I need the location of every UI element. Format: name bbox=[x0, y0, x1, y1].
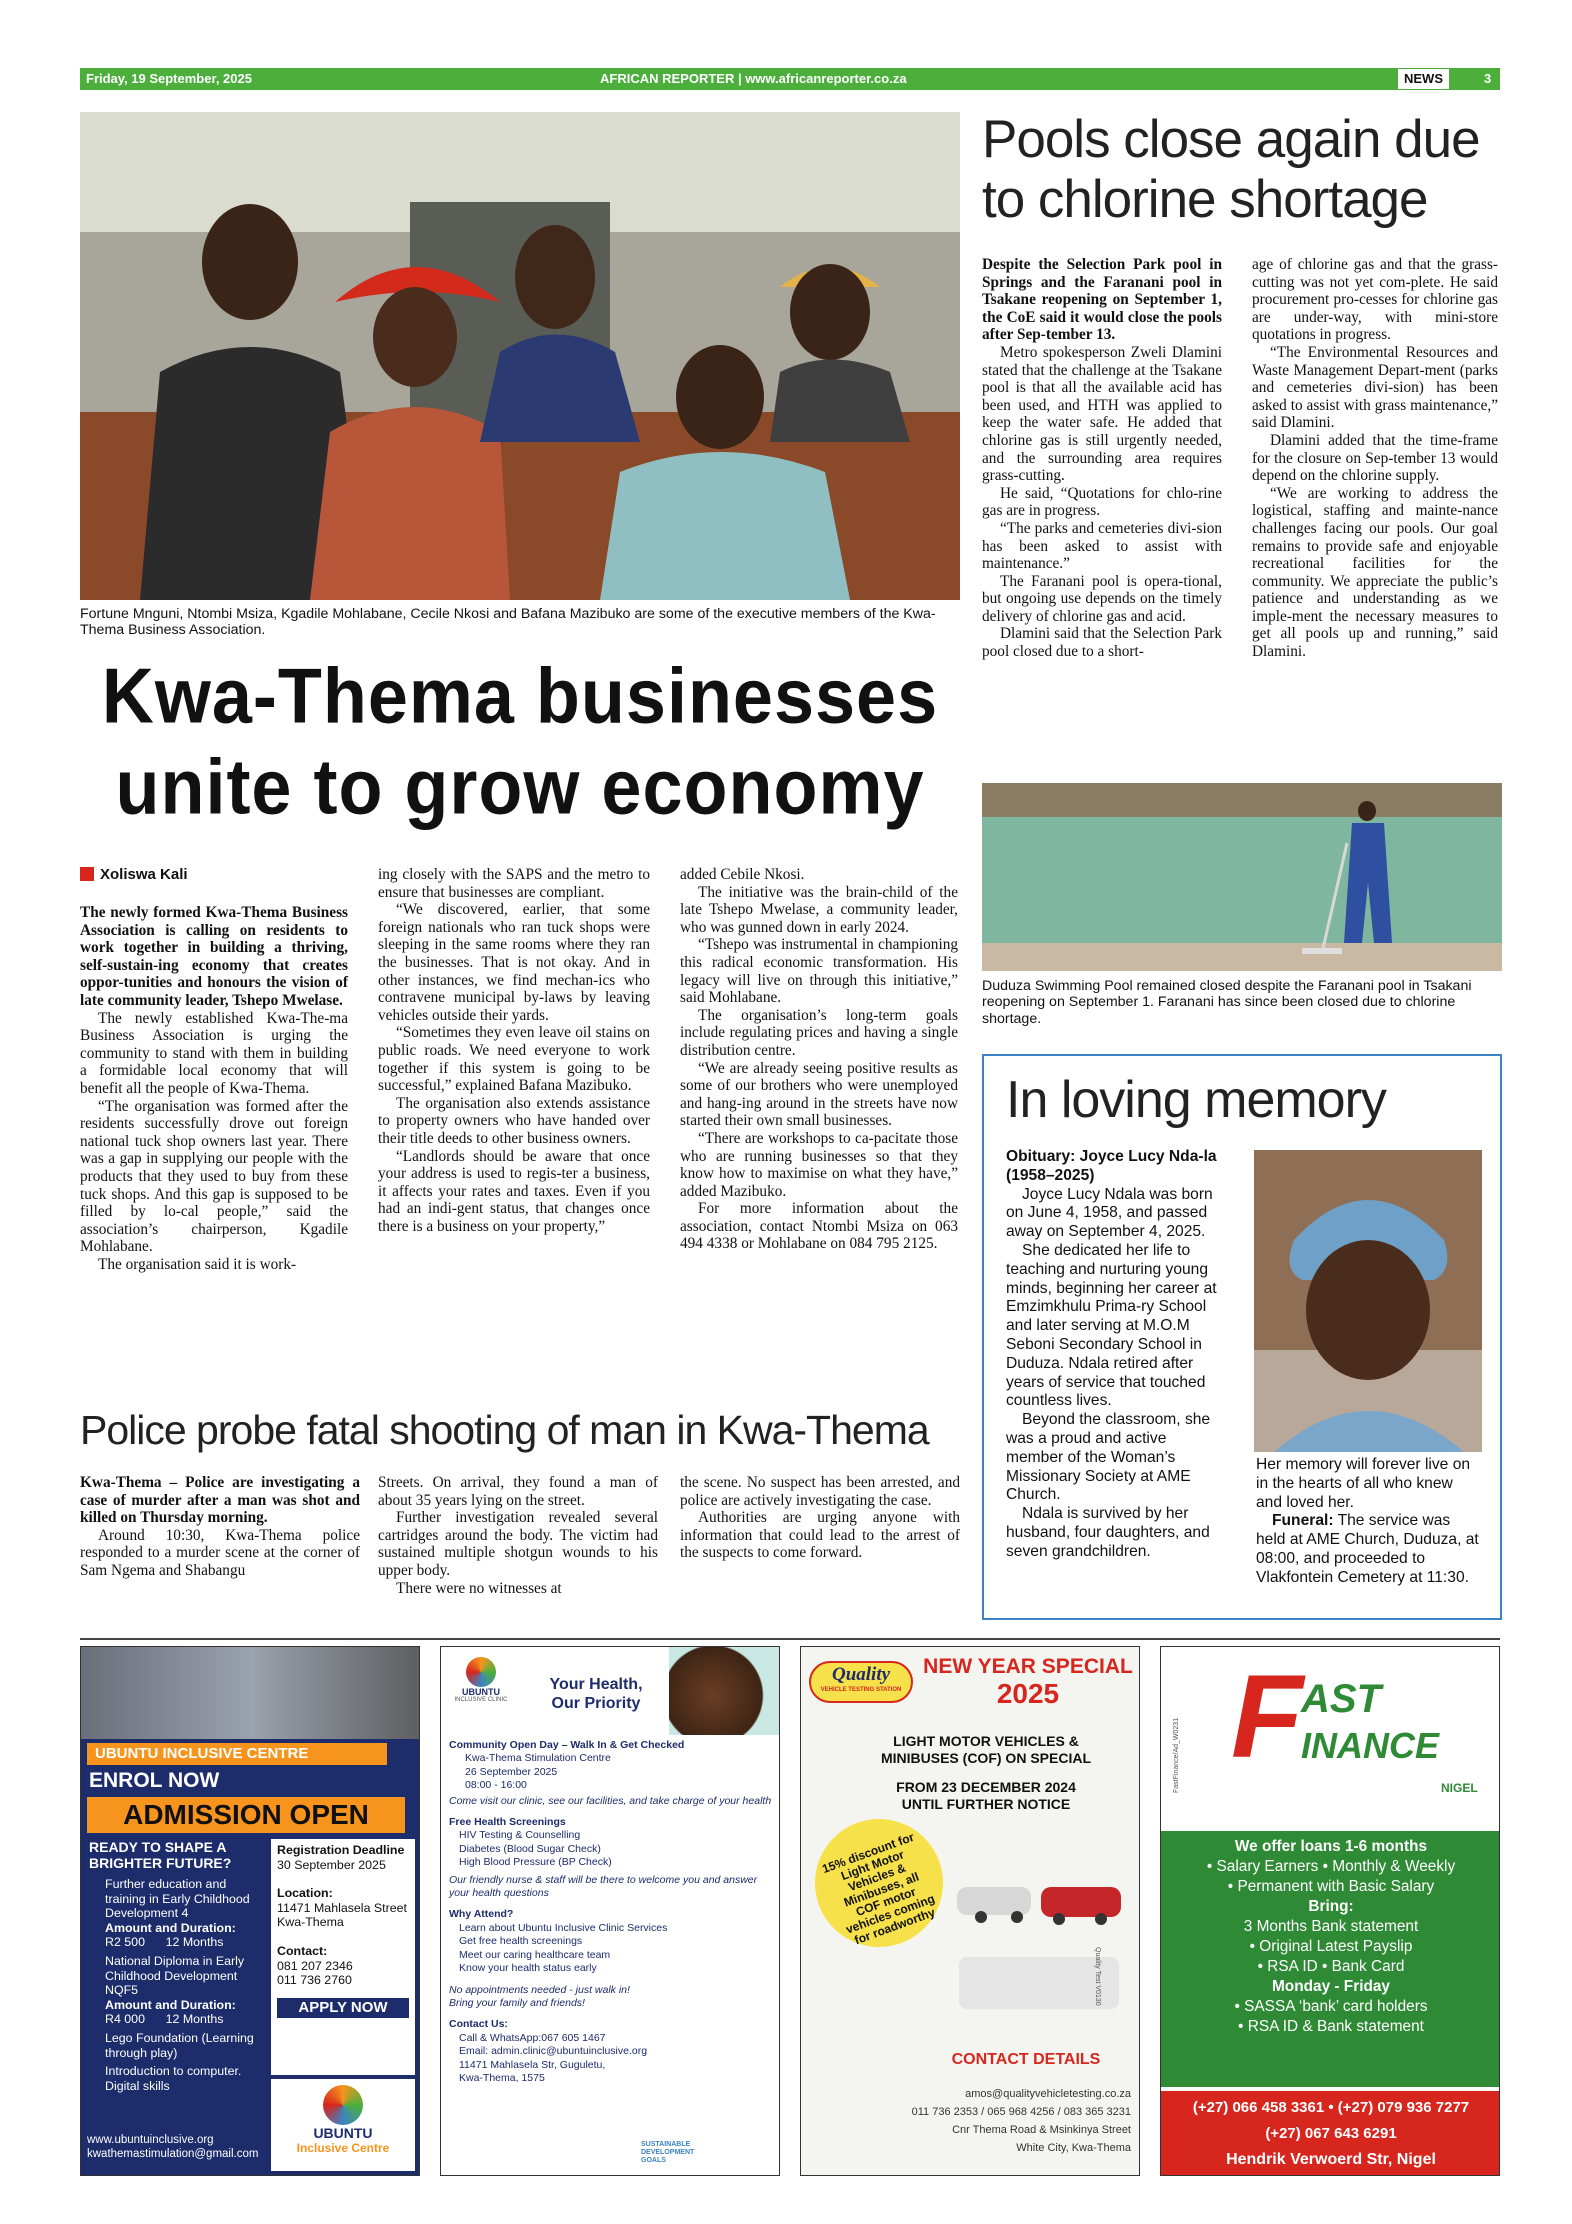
byline-marker bbox=[80, 867, 94, 881]
page-number: 3 bbox=[1484, 71, 1492, 86]
police-intro: Kwa-Thema – Police are investigating a case of murder after a man was shot and killed on Thursday morning. bbox=[80, 1474, 360, 1527]
health-title bbox=[531, 1675, 661, 1713]
paragraph: Around 10:30, Kwa-Thema police responded to a murder scene at the corner of Sam Ngema and Shabangu bbox=[80, 1526, 360, 1579]
police-headline: Police probe fatal shooting of man in Kwa-Thema bbox=[80, 1407, 929, 1453]
header-masthead: AFRICAN REPORTER | www.africanreporter.co.za bbox=[600, 71, 907, 86]
lead-col-2 bbox=[378, 866, 650, 1235]
special-details bbox=[841, 1733, 1131, 1813]
paragraph: The organisation also extends assistance to property owners who have handed over their title deeds to other business owners. bbox=[378, 1094, 650, 1147]
bring-heading: Bring: bbox=[1308, 1898, 1354, 1915]
detail-line: FROM 23 DECEMBER 2024 bbox=[896, 1779, 1076, 1795]
paragraph: The newly established Kwa-The-ma Business Association is urging the community to stand with them in building a formidable local economy that will benefit all the people of Kwa-Thema. bbox=[80, 1009, 348, 1097]
contact-details-title: CONTACT DETAILS bbox=[951, 2051, 1101, 2068]
admission-open: ADMISSION OPEN bbox=[87, 1797, 405, 1833]
duration-label: Amount and Duration: bbox=[105, 1920, 236, 1935]
ad-code: Quality Test V0130 bbox=[1094, 1947, 1101, 2006]
info-line: 3 Months Bank statement bbox=[1243, 1918, 1419, 1935]
obituary-box bbox=[982, 1054, 1502, 1620]
pools-headline bbox=[982, 110, 1502, 230]
paragraph: Metro spokesperson Zweli Dlamini stated that the challenge at the Tsakane pool is that all the available acid has been used, and HTH was applied to keep the water safe. He added that chlorine gas is still urgently needed, and the surrounding area requires grass-cutting. bbox=[982, 343, 1222, 485]
funeral-label: Funeral: bbox=[1272, 1512, 1334, 1530]
ubuntu-logo bbox=[271, 2079, 415, 2171]
logo-subtext: INCLUSIVE CLINIC bbox=[454, 1697, 508, 1703]
lead-headline-line2: unite to grow economy bbox=[115, 744, 925, 831]
ad-code: FastFinance/Ad_W0231 bbox=[1173, 1717, 1180, 1793]
lead-headline-line1: Kwa-Thema businesses bbox=[101, 653, 939, 740]
paragraph: Dlamini said that the Selection Park pool closed due to a short- bbox=[982, 625, 1222, 661]
obituary-headline: In loving memory bbox=[1006, 1071, 1386, 1129]
reg-label: Registration Deadline bbox=[277, 1843, 405, 1857]
ad-fast-finance[interactable] bbox=[1160, 1646, 1500, 2176]
info-line: • RSA ID & Bank statement bbox=[1238, 2018, 1424, 2035]
ubuntu-banner: UBUNTU INCLUSIVE CENTRE bbox=[87, 1743, 387, 1765]
invite: Come visit our clinic, see our facilities, and take charge of your health bbox=[449, 1794, 772, 1807]
lead-photo-caption: Fortune Mnguni, Ntombi Msiza, Kgadile Mohlabane, Cecile Nkosi and Bafana Mazibuko are some of the executive members of the Kwa-Thema Business Association. bbox=[80, 606, 936, 639]
logo-ast: AST bbox=[1301, 1677, 1381, 1721]
section-tag: NEWS bbox=[1398, 69, 1449, 89]
paragraph: The organisation said it is work- bbox=[98, 1255, 297, 1273]
logo-icon bbox=[323, 2085, 363, 2125]
paragraph: The organisation’s long-term goals include regulating prices and having a single distribution centre. bbox=[680, 1006, 958, 1059]
paragraph: “The parks and cemeteries divi-sion has been asked to assist with maintenance.” bbox=[982, 519, 1222, 573]
pool-photo bbox=[982, 783, 1502, 971]
paragraph: “The Environmental Resources and Waste Management Depart-ment (parks and cemeteries divi-sion) has been asked to assist with grass maintenance,” said Dlamini. bbox=[1252, 343, 1498, 432]
lead-col-1 bbox=[80, 904, 348, 1273]
sdg-badge: SUSTAINABLE DEVELOPMENT GOALS bbox=[641, 2141, 695, 2164]
ready-heading: READY TO SHAPE A BRIGHTER FUTURE? bbox=[89, 1839, 232, 1871]
apply-now-button[interactable]: APPLY NOW bbox=[277, 1998, 409, 2019]
venue: Kwa-Thema Stimulation Centre bbox=[465, 1752, 611, 1765]
phone: 081 207 2346 bbox=[277, 1958, 353, 1973]
finance-phones: (+27) 066 458 3361 • (+27) 079 936 7277 bbox=[1192, 2099, 1470, 2116]
contact-title: Contact Us: bbox=[449, 2018, 508, 2031]
location-value: 11471 Mahlasela Street Kwa-Thema bbox=[277, 1900, 407, 1930]
police-col-3 bbox=[680, 1474, 960, 1562]
logo-subtext: Inclusive Centre bbox=[296, 2141, 390, 2155]
paragraph: “We discovered, earlier, that some foreign nationals who ran tuck shops were sleeping in the same rooms where they ran the businesses. That is not okay. And in other instances, we find mechan-ics who contravene municipal by-laws by leaving vehicles outside their yards. bbox=[378, 901, 650, 1024]
info-line: • Permanent with Basic Salary bbox=[1227, 1878, 1435, 1895]
ads-divider bbox=[80, 1638, 1500, 1640]
email: Email: admin.clinic@ubuntuinclusive.org bbox=[459, 2045, 648, 2058]
quality-email[interactable]: amos@qualityvehicletesting.co.za bbox=[965, 2088, 1131, 2100]
pools-col-1 bbox=[982, 256, 1222, 661]
nurse-text: Our friendly nurse & staff will be there to welcome you and answer your health questions bbox=[449, 1873, 758, 1900]
header-date: Friday, 19 September, 2025 bbox=[86, 71, 252, 86]
obituary-title: Obituary: Joyce Lucy Nda-la (1958–2025) bbox=[1006, 1148, 1217, 1184]
duration-value: R4 000 12 Months bbox=[105, 2012, 224, 2027]
quality-phones: 011 736 2353 / 065 968 4256 / 083 365 3231 bbox=[911, 2106, 1131, 2118]
finance-phone: (+27) 067 643 6291 bbox=[1265, 2125, 1397, 2142]
address: Kwa-Thema, 1575 bbox=[459, 2071, 545, 2084]
call: Call & WhatsApp:067 605 1467 bbox=[459, 2031, 606, 2044]
days-heading: Monday - Friday bbox=[1271, 1978, 1390, 1995]
website-link[interactable]: www.ubuntuinclusive.org bbox=[87, 2134, 214, 2146]
paragraph: She dedicated her life to teaching and nurturing young minds, beginning her career at Emzimkhulu Prima-ry School and later serving at M.O.M Seboni Secondary School in Duduza. Ndala retired after years of service that touched countless lives. bbox=[1006, 1241, 1217, 1410]
paragraph: Ndala is survived by her husband, four daughters, and seven grandchildren. bbox=[1006, 1505, 1210, 1560]
bring-family: Bring your family and friends! bbox=[449, 1996, 585, 2009]
quality-address: White City, Kwa-Thema bbox=[1016, 2142, 1131, 2154]
detail-line: UNTIL FURTHER NOTICE bbox=[901, 1796, 1071, 1812]
detail-line: MINIBUSES (COF) ON SPECIAL bbox=[880, 1750, 1091, 1766]
ad-health[interactable] bbox=[440, 1646, 780, 2176]
discount-badge: 15% discount for Light Motor Vehicles & Minibuses, all COF motor vehicles coming for roadworthy bbox=[800, 1801, 961, 1965]
vehicles-image bbox=[951, 1867, 1131, 2017]
paragraph: “We are working to address the logistical, staffing and mainte-nance challenges facing our pools. Our goal remains to provide safe and enjoyable recreational facilities for the community. We appreciate the public’s patience and understanding as we imple-ment the necessary measures to get all pools up and running,” said Dlamini. bbox=[1252, 484, 1498, 661]
group-photo-illustration bbox=[80, 112, 960, 600]
paragraph: The initiative was the brain-child of the late Tshepo Mwelase, a community leader, who was gunned down in early 2024. bbox=[680, 883, 958, 936]
paragraph: “Sometimes they even leave oil stains on public roads. We need everyone to work together if this system is going to be successful,” explained Bafana Mazibuko. bbox=[378, 1024, 650, 1095]
duration-label: Amount and Duration: bbox=[105, 1997, 236, 2012]
special-line2: 2025 bbox=[996, 1678, 1060, 1709]
paragraph: “We are already seeing positive results as some of our brothers who were unemployed and hang-ing around in the streets have now started their own small businesses. bbox=[680, 1059, 958, 1130]
quality-contact bbox=[821, 2085, 1131, 2157]
pools-headline-line1: Pools close again due bbox=[982, 110, 1480, 169]
course-item: Further education and training in Early Childhood Development 4 bbox=[105, 1877, 250, 1921]
why-item: Learn about Ubuntu Inclusive Clinic Services bbox=[459, 1921, 668, 1934]
why-item: Know your health status early bbox=[459, 1962, 597, 1975]
obituary-text bbox=[1006, 1148, 1226, 1562]
ad-ubuntu-centre[interactable] bbox=[80, 1646, 420, 2176]
pools-intro: Despite the Selection Park pool in Springs and the Faranani pool in Tsakane reopening on September 1, the CoE said it would close the pools after Sep-tember 13. bbox=[982, 256, 1222, 344]
quality-address: Cnr Thema Road & Msinkinya Street bbox=[952, 2124, 1131, 2136]
portrait-illustration bbox=[1254, 1150, 1482, 1452]
pool-photo-caption: Duduza Swimming Pool remained closed despite the Faranani pool in Tsakani reopening on September 1. Faranani has since been closed due to chlorine shortage. bbox=[982, 978, 1472, 1027]
finance-info bbox=[1161, 1831, 1500, 2087]
detail-line: LIGHT MOTOR VEHICLES & bbox=[893, 1733, 1079, 1749]
logo-nigel: NIGEL bbox=[1441, 1781, 1478, 1795]
logo-f: F bbox=[1231, 1651, 1304, 1783]
funeral-paragraph bbox=[1256, 1512, 1482, 1587]
paragraph: He said, “Quotations for chlo-rine gas are in progress. bbox=[982, 484, 1222, 520]
cars-illustration bbox=[951, 1867, 1131, 2017]
logo-inance: INANCE bbox=[1301, 1725, 1440, 1766]
screening-item: Diabetes (Blood Sugar Check) bbox=[459, 1842, 601, 1855]
enrol-now: ENROL NOW bbox=[89, 1769, 220, 1792]
paragraph: ing closely with the SAPS and the metro to ensure that businesses are compliant. bbox=[378, 866, 650, 901]
contact-label: Contact: bbox=[277, 1943, 328, 1958]
new-year-special bbox=[921, 1655, 1135, 1709]
paragraph: Further investigation revealed several cartridges around the body. The victim had sustained multiple shotgun wounds to his upper body. bbox=[378, 1509, 658, 1579]
paragraph: Authorities are urging anyone with information that could lead to the arrest of the suspects to come forward. bbox=[680, 1509, 960, 1562]
ad-photo bbox=[81, 1647, 420, 1739]
pool-illustration bbox=[982, 783, 1502, 971]
ad-quality[interactable] bbox=[800, 1646, 1140, 2176]
paragraph: Joyce Lucy Ndala was born on June 4, 1958, and passed away on September 4, 2025. bbox=[1006, 1185, 1213, 1241]
location-label: Location: bbox=[277, 1886, 333, 1901]
paragraph: “There are workshops to ca-pacitate those who are running businesses so that they know how to maximise on what they have,” added Mazibuko. bbox=[680, 1129, 958, 1200]
info-line: • Salary Earners • Monthly & Weekly bbox=[1206, 1858, 1456, 1875]
logo-text: UBUNTU bbox=[313, 2125, 373, 2141]
reg-date: 30 September 2025 bbox=[277, 1857, 386, 1872]
paragraph: Dlamini added that the time-frame for the closure on Sep-tember 13 would depend on the chlorine supply. bbox=[1252, 431, 1498, 485]
pools-headline-line2: to chlorine shortage bbox=[982, 170, 1428, 229]
title-line1: Your Health, bbox=[549, 1676, 643, 1693]
police-col-1 bbox=[80, 1474, 360, 1580]
course-item: Introduction to computer. Digital skills bbox=[105, 2064, 242, 2093]
paragraph: the scene. No suspect has been arrested, and police are actively investigating the case. bbox=[680, 1474, 960, 1509]
paragraph: The Faranani pool is opera-tional, but ongoing use depends on the timely delivery of chlorine gas and acid. bbox=[982, 572, 1222, 625]
finance-address: Hendrik Verwoerd Str, Nigel bbox=[1226, 2151, 1436, 2168]
logo-text: Quality bbox=[831, 1664, 891, 1685]
ubuntu-left bbox=[89, 1839, 265, 2093]
paragraph: “Landlords should be aware that once your address is used to regis-ter a business, it affects your rates and taxes. Even if you had an indi-gent status, that changes once there is a business on your property,” bbox=[378, 1147, 650, 1235]
duration-value: R2 500 12 Months bbox=[105, 1935, 224, 1950]
ubuntu-footer bbox=[87, 2133, 267, 2161]
finance-logo bbox=[1191, 1651, 1491, 1807]
email-link[interactable]: kwathemastimulation@gmail.com bbox=[87, 2148, 259, 2160]
logo-icon bbox=[466, 1657, 496, 1687]
header-bar bbox=[80, 68, 1500, 90]
course-item: Lego Foundation (Learning through play) bbox=[105, 2030, 254, 2060]
quality-logo bbox=[809, 1661, 913, 1703]
byline bbox=[80, 866, 188, 883]
paragraph: added Cebile Nkosi. bbox=[680, 866, 805, 883]
walk-in: No appointments needed - just walk in! bbox=[449, 1983, 630, 1996]
title-line2: Our Priority bbox=[551, 1695, 641, 1712]
screening-item: High Blood Pressure (BP Check) bbox=[459, 1856, 612, 1869]
screenings-title: Free Health Screenings bbox=[449, 1816, 566, 1829]
health-body bbox=[449, 1739, 775, 2085]
byline-name: Xoliswa Kali bbox=[100, 866, 188, 883]
paragraph: Beyond the classroom, she was a proud and active member of the Woman’s Missionary Society at AME Church. bbox=[1006, 1411, 1211, 1504]
police-col-2 bbox=[378, 1474, 658, 1597]
why-title: Why Attend? bbox=[449, 1908, 514, 1921]
lead-headline bbox=[80, 651, 960, 832]
time: 08:00 - 16:00 bbox=[465, 1779, 527, 1792]
funeral-text: The service was held at AME Church, Duduza, at 08:00, and proceeded to Vlakfontein Cemetery at 11:30. bbox=[1256, 1512, 1479, 1586]
hands-image bbox=[669, 1647, 779, 1735]
address: 11471 Mahlasela Str, Guguletu, bbox=[459, 2058, 606, 2071]
paragraph: For more information about the association, contact Ntombi Msiza on 063 494 4338 or Mohlabane on 084 795 2125. bbox=[680, 1200, 958, 1253]
clinic-logo bbox=[451, 1657, 511, 1703]
lead-col-3 bbox=[680, 866, 958, 1253]
paragraph: Streets. On arrival, they found a man of about 35 years lying on the street. bbox=[378, 1474, 658, 1509]
obituary-portrait bbox=[1254, 1150, 1482, 1452]
info-line: • RSA ID • Bank Card bbox=[1257, 1958, 1405, 1975]
phone: 011 736 2760 bbox=[277, 1973, 352, 1988]
info-line: • Original Latest Payslip bbox=[1249, 1938, 1413, 1955]
obituary-right-text bbox=[1256, 1456, 1482, 1588]
loans-heading: We offer loans 1-6 months bbox=[1234, 1838, 1428, 1855]
paragraph: “The organisation was formed after the residents successfully drove out foreign national tuck shop owners last year. There was a gap in supplying our people with the products that they used to buy from these tuck shops. And this gap is supposed to be filled by lo-cal people,” said the association’s chairperson, Kgadile Mohlabane. bbox=[80, 1097, 348, 1256]
finance-contact bbox=[1161, 2091, 1500, 2176]
paragraph: “Tshepo was instrumental in championing this radical economic transformation. His legacy will live on through this initiative,” said Mohlabane. bbox=[680, 936, 958, 1007]
lead-intro: The newly formed Kwa-Thema Business Association is calling on residents to work together in building a thriving, self-sustain-ing economy that creates oppor-tunities and honours the vision of late community leader, Tshepo Mwelase. bbox=[80, 904, 348, 1009]
pools-col-2 bbox=[1252, 256, 1498, 661]
special-line1: NEW YEAR SPECIAL bbox=[923, 1655, 1133, 1678]
why-item: Meet our caring healthcare team bbox=[459, 1948, 611, 1961]
lead-photo bbox=[80, 112, 960, 600]
paragraph: age of chlorine gas and that the grass-cutting was not yet com-plete. He said procurement pro-cesses for chlorine gas are under-way, with mini-store quotations in progress. bbox=[1252, 256, 1498, 344]
course-item: National Diploma in Early Childhood Development NQF5 bbox=[105, 1953, 245, 1998]
why-item: Get free health screenings bbox=[459, 1935, 583, 1948]
paragraph: There were no witnesses at bbox=[396, 1579, 562, 1597]
date: 26 September 2025 bbox=[465, 1765, 558, 1778]
logo-text: UBUNTU bbox=[462, 1687, 500, 1697]
info-line: • SASSA ‘bank’ card holders bbox=[1234, 1998, 1428, 2015]
ubuntu-right bbox=[271, 1839, 415, 2075]
open-day: Community Open Day – Walk In & Get Checked bbox=[449, 1739, 685, 1751]
screening-item: HIV Testing & Counselling bbox=[459, 1829, 581, 1842]
paragraph: Her memory will forever live on in the hearts of all who knew and loved her. bbox=[1256, 1456, 1471, 1511]
logo-subtext: VEHICLE TESTING STATION bbox=[820, 1687, 902, 1693]
